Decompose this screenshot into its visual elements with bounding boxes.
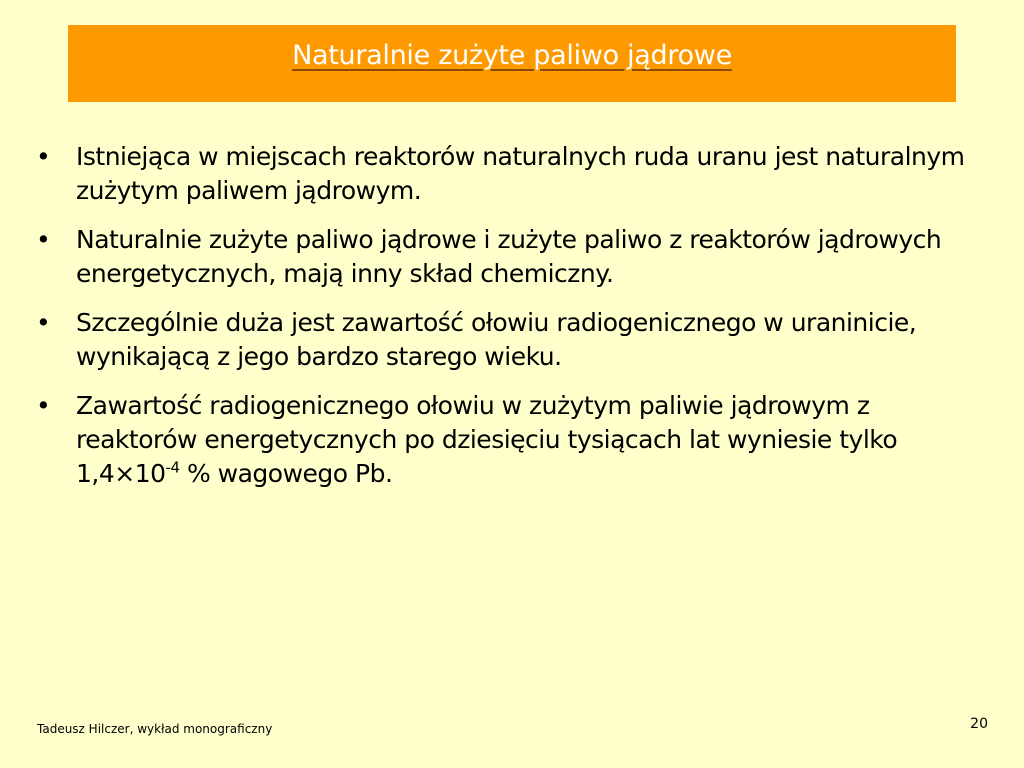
title-bar	[68, 25, 956, 102]
bullet-item	[0, 223, 1024, 291]
bullet-marker: •	[36, 225, 51, 254]
slide-content	[0, 140, 1024, 506]
bullet-text: Naturalnie zużyte paliwo jądrowe i zużyte paliwo z reaktorów jądrowych energetycznych, mają inny skład chemiczny.	[76, 225, 942, 288]
bullet-marker: •	[36, 391, 51, 420]
bullet-text-after: % wagowego Pb.	[179, 459, 393, 488]
page-number: 20	[970, 716, 988, 732]
slide-title: Naturalnie zużyte paliwo jądrowe	[292, 40, 732, 71]
footer-author: Tadeusz Hilczer, wykład monograficzny	[37, 722, 273, 736]
bullet-item	[0, 140, 1024, 208]
bullet-text	[76, 391, 897, 488]
bullet-list	[0, 140, 1024, 491]
bullet-marker: •	[36, 308, 51, 337]
exponent: -4	[165, 458, 180, 477]
bullet-text: Istniejąca w miejscach reaktorów naturalnych ruda uranu jest naturalnym zużytym paliwem jądrowym.	[76, 142, 965, 205]
bullet-item	[0, 306, 1024, 374]
bullet-text-before: Zawartość radiogenicznego ołowiu w zużytym paliwie jądrowym z reaktorów energetycznych po dziesięciu tysiącach lat wyniesie tylko 1,4×10	[76, 391, 898, 488]
bullet-marker: •	[36, 142, 51, 171]
bullet-item	[0, 389, 1024, 491]
bullet-text: Szczególnie duża jest zawartość ołowiu radiogenicznego w uraninicie, wynikającą z jego bardzo starego wieku.	[76, 308, 917, 371]
